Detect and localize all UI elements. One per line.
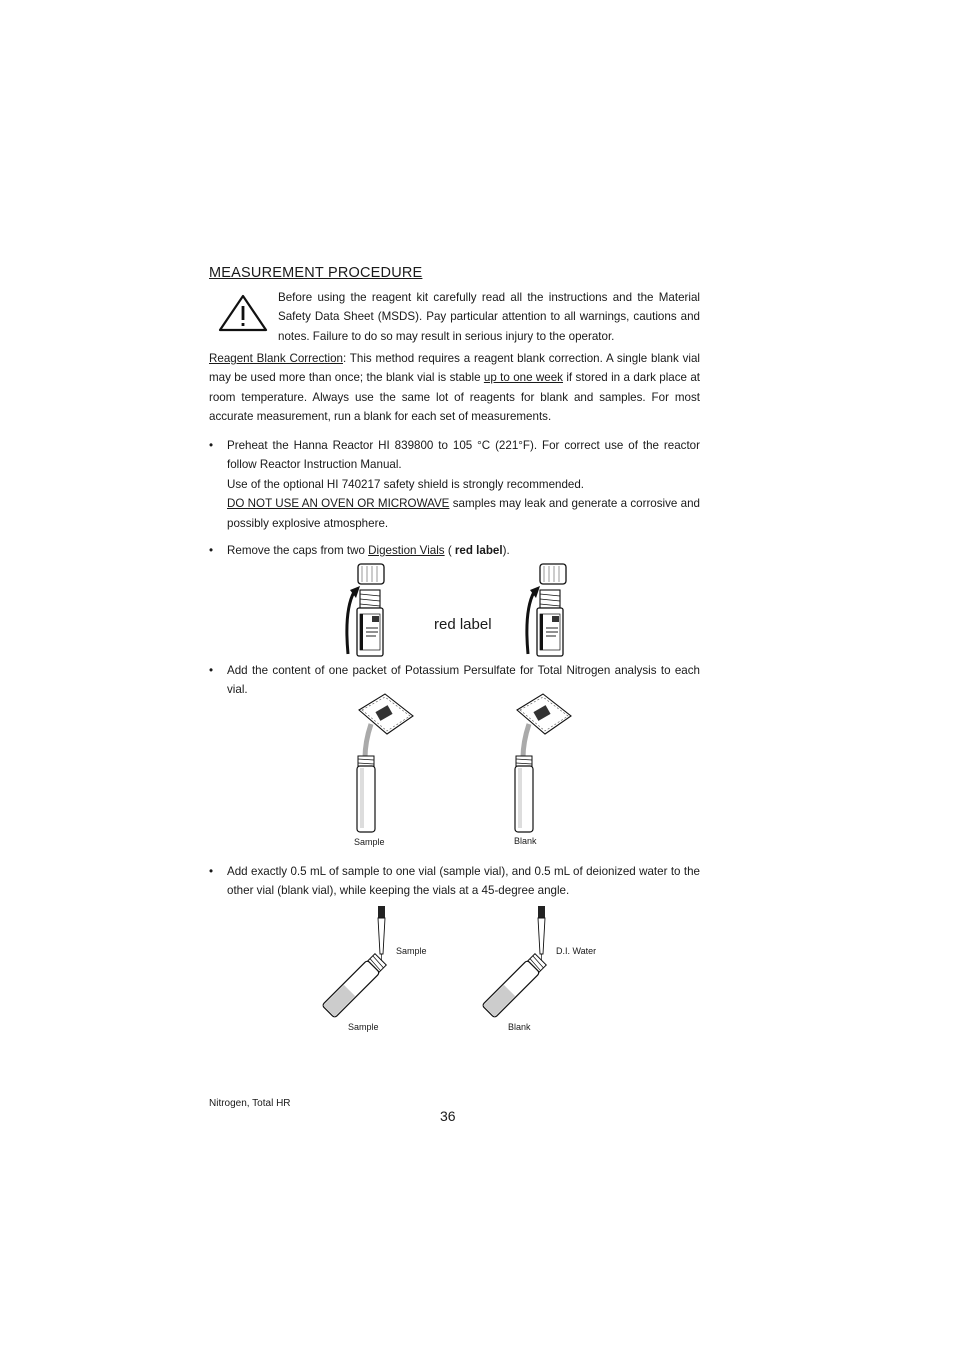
section-title: MEASUREMENT PROCEDURE	[209, 265, 423, 281]
bullet: •	[209, 664, 214, 677]
step-add-sample	[209, 862, 700, 901]
step2-post: ).	[502, 544, 510, 557]
step3-text: Add the content of one packet of Potassium Persulfate for Total Nitrogen analysis to each vial.	[227, 664, 700, 697]
figure2-sample-label: Sample	[354, 837, 385, 847]
warning-text: Before using the reagent kit carefully read all the instructions and the Material Safety Data Sheet (MSDS). Pay particular attention to all warnings, cautions and notes. Failure to do so may result in serious injury to the operator.	[278, 291, 700, 343]
figure3-pipette-water-label: D.I. Water	[556, 946, 597, 956]
step2-red-label: red label	[454, 544, 503, 557]
figure-red-label: red label	[434, 616, 492, 633]
blank-correction-text-1: : This method requires a reagent blank correction. A single blank vial may be used more than once; the blank vial is stable	[209, 352, 700, 385]
step-preheat-line1: Preheat the Hanna Reactor HI 839800 to 105 °C (221°F). For correct use of the reactor follow Reactor Instruction Manual.	[227, 439, 700, 472]
blank-correction-emph: up to one week	[483, 371, 563, 385]
step2-pre: Remove the caps from two	[227, 544, 369, 557]
oven-warning-caps: DO NOT USE AN OVEN OR MICROWAVE	[227, 497, 450, 511]
figure2-blank-label: Blank	[514, 836, 537, 846]
figure3-pipette-sample-label: Sample	[396, 946, 427, 956]
figure-remove-caps-right	[518, 562, 568, 658]
oven-warning-rest: samples may leak and generate a corrosive and possibly explosive atmosphere.	[227, 497, 700, 530]
figure-pipette-sample	[318, 902, 398, 1028]
figure-remove-caps-left	[340, 562, 390, 658]
footer-method-name: Nitrogen, Total HR	[209, 1098, 291, 1109]
bullet: •	[209, 544, 214, 557]
step-preheat-line2: Use of the optional HI 740217 safety shield is strongly recommended.	[227, 477, 585, 491]
digestion-vials-link: Digestion Vials	[368, 544, 445, 557]
blank-correction-text-2: if stored in a dark place at room temperature. Always use the same lot of reagents for blank and samples. For most accurate measurement, run a blank for each set of measurements.	[209, 371, 700, 424]
page-number: 36	[440, 1108, 456, 1124]
figure-pipette-blank	[478, 902, 558, 1028]
bullet: •	[209, 439, 214, 452]
step-remove-caps	[209, 541, 700, 560]
figure-packet-sample	[345, 688, 425, 840]
figure3-vial-blank-label: Blank	[508, 1022, 531, 1032]
step-preheat	[209, 436, 700, 533]
figure3-vial-sample-label: Sample	[348, 1022, 379, 1032]
step2-mid: (	[444, 544, 455, 557]
blank-correction-paragraph	[209, 349, 700, 427]
step4-text: Add exactly 0.5 mL of sample to one vial (sample vial), and 0.5 mL of deionized water to the other vial (blank vial), while keeping the vials at a 45-degree angle.	[227, 865, 700, 898]
warning-triangle-icon	[218, 294, 268, 332]
figure-packet-blank	[503, 688, 583, 840]
bullet: •	[209, 865, 214, 878]
step-add-persulfate	[209, 661, 700, 700]
blank-correction-label: Reagent Blank Correction	[209, 352, 343, 365]
